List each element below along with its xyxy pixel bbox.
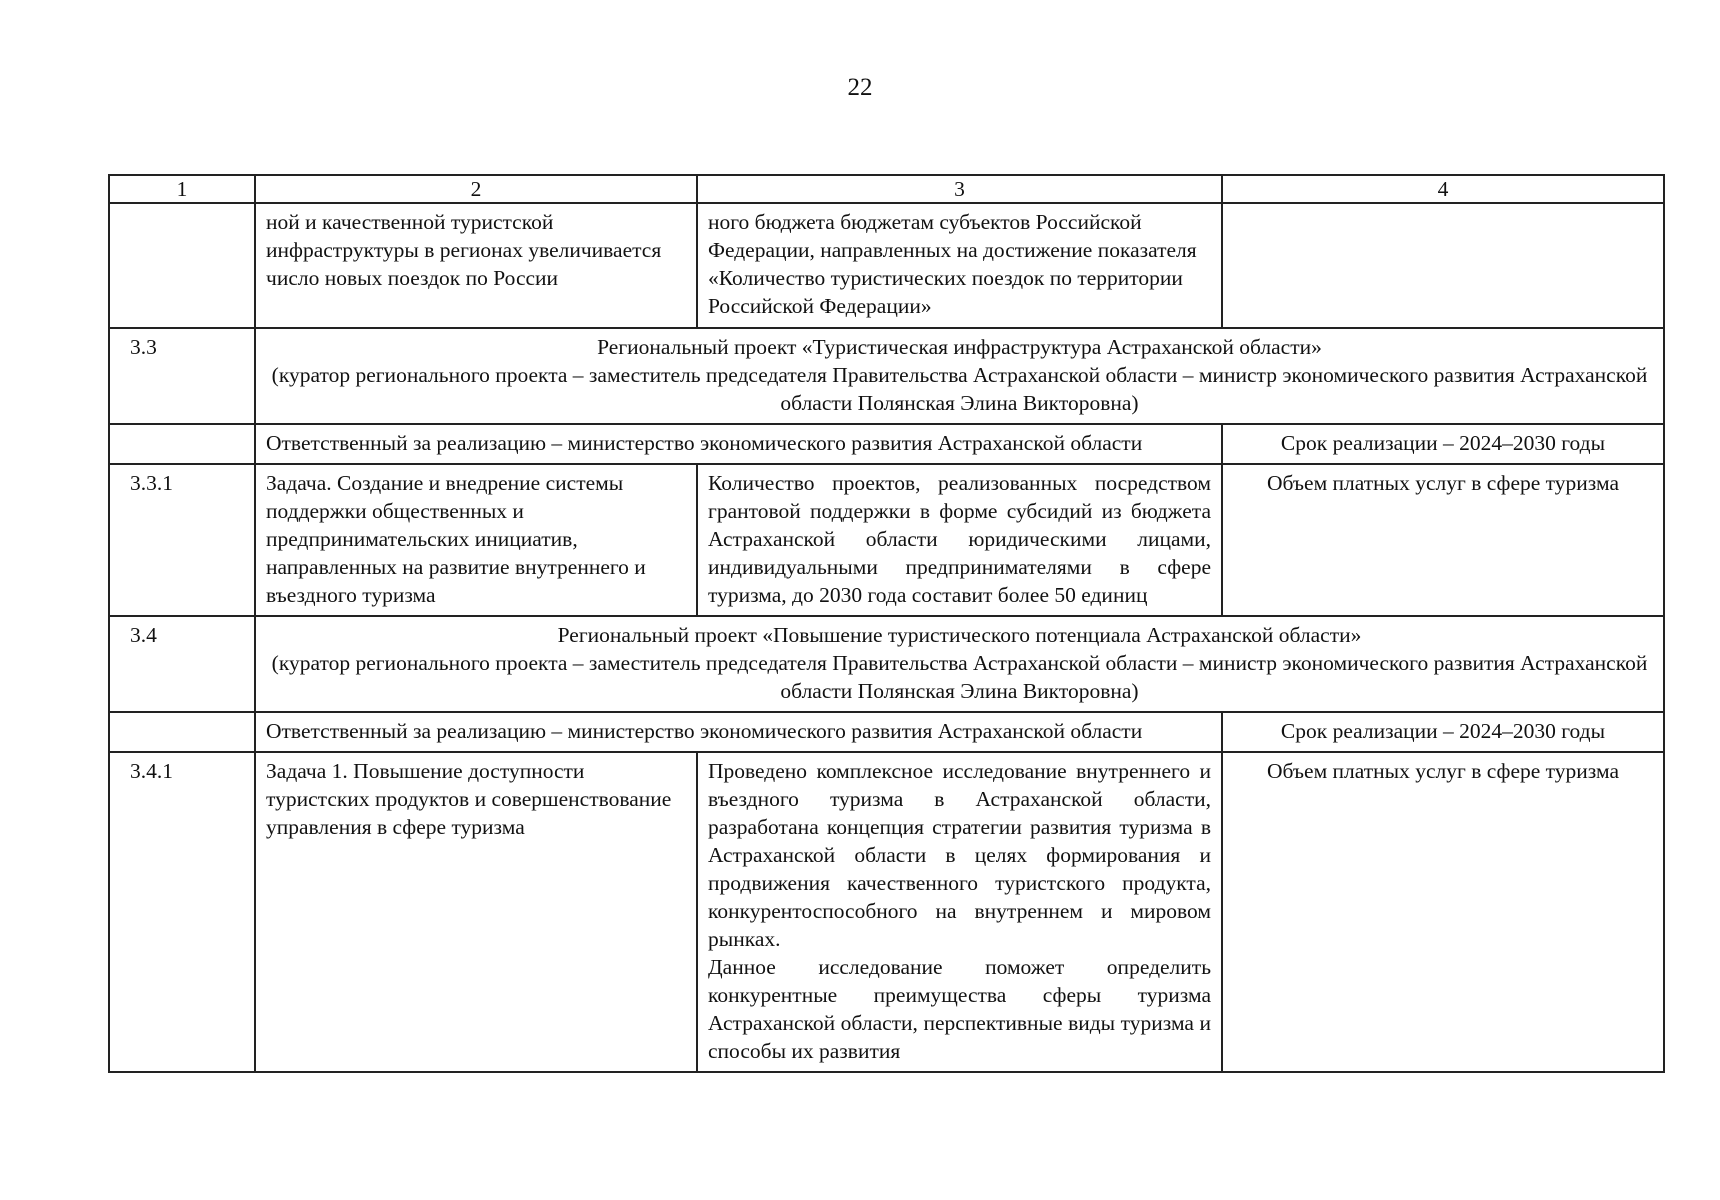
cell-result: Количество проектов, реализованных посредством грантовой поддержки в форме субсидий из бюджета Астраханской области юридическими лицами, индивидуальными предпринимателями в сфере туризма, до 2030 года составит более 50 единиц <box>697 464 1222 616</box>
page-number: 22 <box>847 74 873 101</box>
table-row-3-3-1 <box>109 464 1664 616</box>
project-heading <box>255 328 1664 424</box>
table-header-row <box>109 175 1664 203</box>
cell-task: Задача 1. Повышение доступности туристских продуктов и совершенствование управления в сфере туризма <box>255 752 697 1072</box>
program-table <box>108 174 1665 1073</box>
header-col-4: 4 <box>1222 175 1664 203</box>
project-curator: (куратор регионального проекта – заместитель председателя Правительства Астраханской области – министр экономического развития Астраханской области Полянская Элина Викторовна) <box>271 363 1648 415</box>
project-title: Региональный проект «Туристическая инфраструктура Астраханской области» <box>597 335 1322 359</box>
row-number: 3.3.1 <box>109 464 255 616</box>
result-paragraph-2: Данное исследование поможет определить конкурентные преимущества сферы туризма Астраханской области, перспективные виды туризма и способы их развития <box>708 955 1211 1063</box>
cell-num <box>109 424 255 464</box>
table-row-continuation <box>109 203 1664 328</box>
project-heading <box>255 616 1664 712</box>
project-number: 3.4 <box>109 616 255 712</box>
row-number: 3.4.1 <box>109 752 255 1072</box>
header-col-3: 3 <box>697 175 1222 203</box>
result-paragraph-1: Проведено комплексное исследование внутреннего и въездного туризма в Астраханской области, разработана концепция стратегии развития туризма в Астраханской области в целях формирования и продвижения качественного туристского продукта, конкурентоспособного на внутреннем и мировом рынках. <box>708 759 1211 951</box>
cell-task: ной и качественной туристской инфраструктуры в регионах увеличивается число новых поездок по России <box>255 203 697 328</box>
project-curator: (куратор регионального проекта – заместитель председателя Правительства Астраханской области – министр экономического развития Астраханской области Полянская Элина Викторовна) <box>271 651 1648 703</box>
project-3-4-responsible-row <box>109 712 1664 752</box>
project-number: 3.3 <box>109 328 255 424</box>
cell-indicator <box>1222 203 1664 328</box>
cell-indicator: Объем платных услуг в сфере туризма <box>1222 752 1664 1072</box>
table-row-3-4-1 <box>109 752 1664 1072</box>
cell-indicator: Объем платных услуг в сфере туризма <box>1222 464 1664 616</box>
project-3-4-row <box>109 616 1664 712</box>
cell-result <box>697 752 1222 1072</box>
cell-num <box>109 203 255 328</box>
responsible-executor: Ответственный за реализацию – министерство экономического развития Астраханской области <box>255 712 1222 752</box>
cell-result: ного бюджета бюджетам субъектов Российской Федерации, направленных на достижение показателя «Количество туристических поездок по территории Российской Федерации» <box>697 203 1222 328</box>
implementation-term: Срок реализации – 2024–2030 годы <box>1222 712 1664 752</box>
cell-task: Задача. Создание и внедрение системы поддержки общественных и предпринимательских инициатив, направленных на развитие внутреннего и въездного туризма <box>255 464 697 616</box>
cell-num <box>109 712 255 752</box>
responsible-executor: Ответственный за реализацию – министерство экономического развития Астраханской области <box>255 424 1222 464</box>
header-col-2: 2 <box>255 175 697 203</box>
project-3-3-responsible-row <box>109 424 1664 464</box>
implementation-term: Срок реализации – 2024–2030 годы <box>1222 424 1664 464</box>
project-title: Региональный проект «Повышение туристического потенциала Астраханской области» <box>557 623 1362 647</box>
header-col-1: 1 <box>109 175 255 203</box>
project-3-3-row <box>109 328 1664 424</box>
